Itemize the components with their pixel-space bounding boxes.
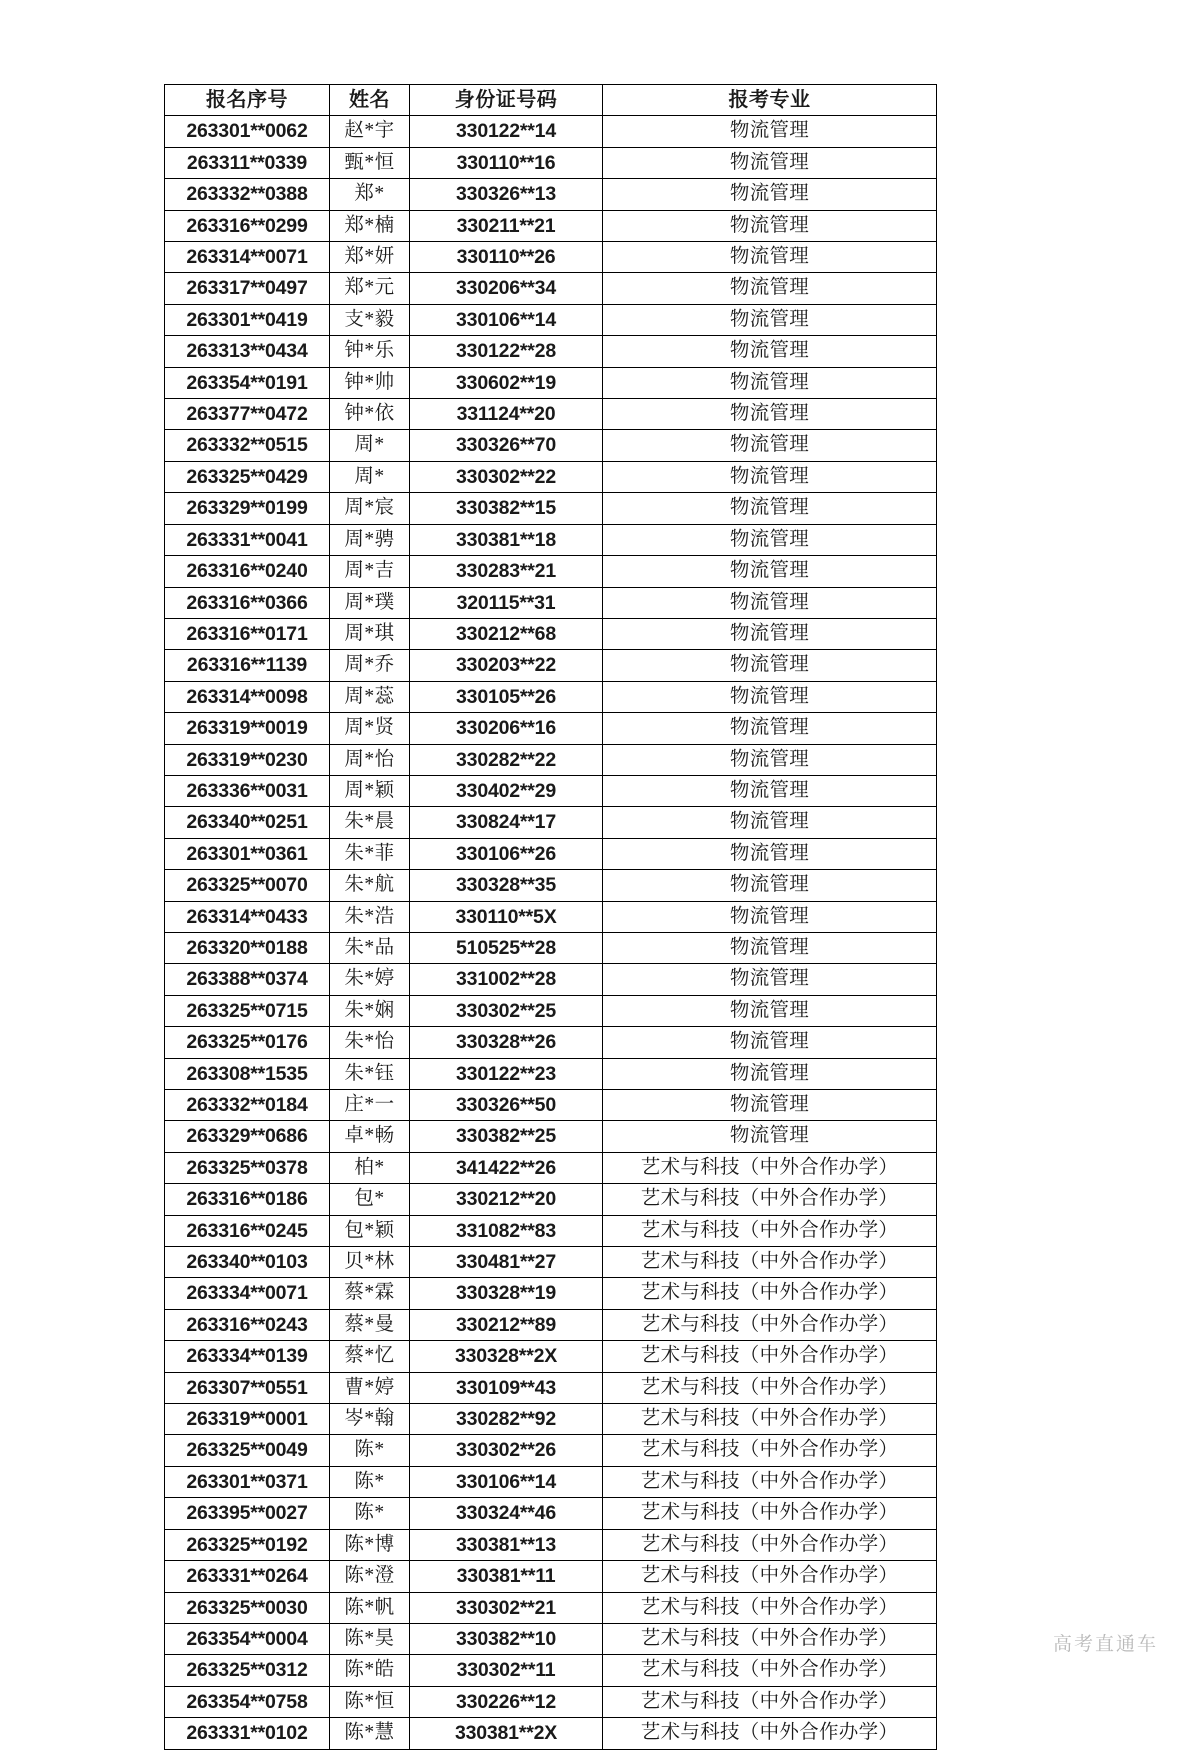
- applicant-major: 艺术与科技（中外合作办学）: [603, 1561, 937, 1592]
- applicant-id-number: 331002**28: [410, 964, 603, 995]
- applicant-id-number: 331082**83: [410, 1215, 603, 1246]
- applicant-major: 艺术与科技（中外合作办学）: [603, 1184, 937, 1215]
- applicant-major: 艺术与科技（中外合作办学）: [603, 1529, 937, 1560]
- applicant-seq: 263334**0139: [165, 1341, 330, 1372]
- applicant-name: 支*毅: [330, 304, 410, 335]
- applicant-id-number: 330206**16: [410, 713, 603, 744]
- applicant-id-number: 330283**21: [410, 556, 603, 587]
- applicant-name: 周*蕊: [330, 681, 410, 712]
- applicant-name: 郑*: [330, 179, 410, 210]
- applicant-seq: 263331**0264: [165, 1561, 330, 1592]
- applicant-seq: 263301**0371: [165, 1466, 330, 1497]
- applicant-major: 艺术与科技（中外合作办学）: [603, 1466, 937, 1497]
- applicant-seq: 263316**0171: [165, 618, 330, 649]
- table-row: [165, 399, 937, 430]
- table-row: [165, 336, 937, 367]
- applicant-seq: 263340**0251: [165, 807, 330, 838]
- applicant-name: 周*琪: [330, 618, 410, 649]
- table-row: [165, 1529, 937, 1560]
- table-row: [165, 838, 937, 869]
- applicant-seq: 263320**0188: [165, 932, 330, 963]
- table-row: [165, 681, 937, 712]
- applicant-id-number: 330122**28: [410, 336, 603, 367]
- applicant-name: 赵*宇: [330, 116, 410, 147]
- applicant-name: 郑*元: [330, 273, 410, 304]
- applicant-major: 物流管理: [603, 744, 937, 775]
- table-row: [165, 1090, 937, 1121]
- applicant-name: 庄*一: [330, 1090, 410, 1121]
- applicant-seq: 263329**0686: [165, 1121, 330, 1152]
- applicant-name: 朱*怡: [330, 1027, 410, 1058]
- applicant-major: 物流管理: [603, 650, 937, 681]
- applicant-id-number: 330106**14: [410, 1466, 603, 1497]
- applicant-name: 柏*: [330, 1152, 410, 1183]
- applicant-seq: 263316**0240: [165, 556, 330, 587]
- applicant-major: 物流管理: [603, 210, 937, 241]
- table-row: [165, 775, 937, 806]
- applicant-name: 陈*恒: [330, 1686, 410, 1717]
- table-row: [165, 493, 937, 524]
- applicant-major: 物流管理: [603, 556, 937, 587]
- applicant-major: 物流管理: [603, 461, 937, 492]
- applicant-major: 物流管理: [603, 179, 937, 210]
- applicant-seq: 263340**0103: [165, 1247, 330, 1278]
- applicant-major: 物流管理: [603, 1058, 937, 1089]
- applicant-id-number: 330381**11: [410, 1561, 603, 1592]
- applicant-major: 艺术与科技（中外合作办学）: [603, 1655, 937, 1686]
- applicant-id-number: 330481**27: [410, 1247, 603, 1278]
- applicant-major: 物流管理: [603, 901, 937, 932]
- applicant-major: 物流管理: [603, 838, 937, 869]
- applicant-name: 岑*翰: [330, 1404, 410, 1435]
- table-row: [165, 870, 937, 901]
- applicant-major: 物流管理: [603, 336, 937, 367]
- applicant-major: 物流管理: [603, 1121, 937, 1152]
- applicant-seq: 263319**0001: [165, 1404, 330, 1435]
- table-row: [165, 1152, 937, 1183]
- applicant-id-number: 330110**26: [410, 242, 603, 273]
- applicant-seq: 263316**0186: [165, 1184, 330, 1215]
- table-row: [165, 744, 937, 775]
- applicant-seq: 263325**0030: [165, 1592, 330, 1623]
- applicant-id-number: 341422**26: [410, 1152, 603, 1183]
- table-row: [165, 650, 937, 681]
- applicant-major: 物流管理: [603, 399, 937, 430]
- applicant-name: 陈*博: [330, 1529, 410, 1560]
- applicant-name: 蔡*曼: [330, 1309, 410, 1340]
- table-row: [165, 430, 937, 461]
- applicant-major: 物流管理: [603, 587, 937, 618]
- applicant-id-number: 330282**22: [410, 744, 603, 775]
- applicant-id-number: 330106**14: [410, 304, 603, 335]
- applicant-major: 艺术与科技（中外合作办学）: [603, 1404, 937, 1435]
- applicant-major: 艺术与科技（中外合作办学）: [603, 1372, 937, 1403]
- applicant-name: 周*贤: [330, 713, 410, 744]
- table-row: [165, 1498, 937, 1529]
- applicant-seq: 263388**0374: [165, 964, 330, 995]
- table-row: [165, 1435, 937, 1466]
- applicant-id-number: 330381**2X: [410, 1718, 603, 1749]
- applicant-major: 艺术与科技（中外合作办学）: [603, 1718, 937, 1749]
- applicant-id-number: 330328**35: [410, 870, 603, 901]
- table-row: [165, 1184, 937, 1215]
- applicant-id-number: 330328**26: [410, 1027, 603, 1058]
- applicant-name: 包*颖: [330, 1215, 410, 1246]
- applicant-seq: 263354**0191: [165, 367, 330, 398]
- table-row: [165, 1247, 937, 1278]
- applicant-id-number: 330282**92: [410, 1404, 603, 1435]
- column-header-major: 报考专业: [603, 85, 937, 116]
- table-row: [165, 1466, 937, 1497]
- applicant-major: 物流管理: [603, 116, 937, 147]
- table-row: [165, 1121, 937, 1152]
- applicant-roster-table: [164, 84, 937, 1750]
- applicant-id-number: 330203**22: [410, 650, 603, 681]
- applicant-id-number: 330211**21: [410, 210, 603, 241]
- applicant-major: 物流管理: [603, 681, 937, 712]
- applicant-major: 物流管理: [603, 1027, 937, 1058]
- table-row: [165, 1686, 937, 1717]
- table-row: [165, 461, 937, 492]
- applicant-id-number: 331124**20: [410, 399, 603, 430]
- applicant-seq: 263332**0515: [165, 430, 330, 461]
- applicant-id-number: 320115**31: [410, 587, 603, 618]
- applicant-seq: 263329**0199: [165, 493, 330, 524]
- applicant-id-number: 330302**21: [410, 1592, 603, 1623]
- applicant-seq: 263336**0031: [165, 775, 330, 806]
- applicant-name: 陈*: [330, 1498, 410, 1529]
- table-row: [165, 179, 937, 210]
- column-header-seq: 报名序号: [165, 85, 330, 116]
- applicant-major: 艺术与科技（中外合作办学）: [603, 1215, 937, 1246]
- applicant-name: 周*璞: [330, 587, 410, 618]
- applicant-major: 艺术与科技（中外合作办学）: [603, 1341, 937, 1372]
- applicant-major: 物流管理: [603, 524, 937, 555]
- applicant-major: 物流管理: [603, 430, 937, 461]
- applicant-major: 艺术与科技（中外合作办学）: [603, 1623, 937, 1654]
- applicant-id-number: 330381**18: [410, 524, 603, 555]
- applicant-seq: 263311**0339: [165, 147, 330, 178]
- applicant-name: 甄*恒: [330, 147, 410, 178]
- table-row: [165, 1623, 937, 1654]
- applicant-id-number: 330328**19: [410, 1278, 603, 1309]
- table-row: [165, 116, 937, 147]
- applicant-seq: 263332**0388: [165, 179, 330, 210]
- table-row: [165, 1592, 937, 1623]
- table-row: [165, 367, 937, 398]
- table-row: [165, 618, 937, 649]
- table-row: [165, 556, 937, 587]
- applicant-id-number: 330302**22: [410, 461, 603, 492]
- applicant-name: 陈*澄: [330, 1561, 410, 1592]
- applicant-name: 朱*航: [330, 870, 410, 901]
- applicant-seq: 263325**0312: [165, 1655, 330, 1686]
- applicant-name: 钟*乐: [330, 336, 410, 367]
- table-row: [165, 273, 937, 304]
- applicant-name: 朱*品: [330, 932, 410, 963]
- applicant-name: 周*颖: [330, 775, 410, 806]
- applicant-seq: 263354**0758: [165, 1686, 330, 1717]
- applicant-id-number: 330226**12: [410, 1686, 603, 1717]
- applicant-seq: 263331**0041: [165, 524, 330, 555]
- applicant-major: 艺术与科技（中外合作办学）: [603, 1247, 937, 1278]
- applicant-major: 物流管理: [603, 775, 937, 806]
- applicant-name: 包*: [330, 1184, 410, 1215]
- applicant-seq: 263307**0551: [165, 1372, 330, 1403]
- applicant-id-number: 330381**13: [410, 1529, 603, 1560]
- applicant-name: 朱*浩: [330, 901, 410, 932]
- applicant-name: 蔡*霖: [330, 1278, 410, 1309]
- applicant-seq: 263317**0497: [165, 273, 330, 304]
- applicant-seq: 263308**1535: [165, 1058, 330, 1089]
- applicant-id-number: 330324**46: [410, 1498, 603, 1529]
- applicant-name: 周*骋: [330, 524, 410, 555]
- applicant-id-number: 330382**10: [410, 1623, 603, 1654]
- applicant-id-number: 330326**13: [410, 179, 603, 210]
- applicant-major: 物流管理: [603, 995, 937, 1026]
- table-row: [165, 1309, 937, 1340]
- applicant-major: 物流管理: [603, 273, 937, 304]
- table-row: [165, 1215, 937, 1246]
- applicant-seq: 263377**0472: [165, 399, 330, 430]
- applicant-name: 蔡*忆: [330, 1341, 410, 1372]
- applicant-id-number: 510525**28: [410, 932, 603, 963]
- applicant-major: 艺术与科技（中外合作办学）: [603, 1498, 937, 1529]
- applicant-major: 物流管理: [603, 304, 937, 335]
- table-row: [165, 210, 937, 241]
- table-row: [165, 242, 937, 273]
- applicant-name: 陈*皓: [330, 1655, 410, 1686]
- applicant-seq: 263325**0176: [165, 1027, 330, 1058]
- applicant-id-number: 330382**25: [410, 1121, 603, 1152]
- applicant-major: 物流管理: [603, 964, 937, 995]
- watermark: 高考直通车: [1052, 1634, 1158, 1655]
- applicant-name: 陈*: [330, 1466, 410, 1497]
- applicant-id-number: 330122**14: [410, 116, 603, 147]
- applicant-name: 卓*畅: [330, 1121, 410, 1152]
- applicant-seq: 263313**0434: [165, 336, 330, 367]
- applicant-major: 物流管理: [603, 870, 937, 901]
- applicant-seq: 263319**0230: [165, 744, 330, 775]
- applicant-seq: 263325**0192: [165, 1529, 330, 1560]
- column-header-idno: 身份证号码: [410, 85, 603, 116]
- applicant-id-number: 330106**26: [410, 838, 603, 869]
- applicant-seq: 263316**0245: [165, 1215, 330, 1246]
- applicant-name: 周*: [330, 430, 410, 461]
- table-row: [165, 524, 937, 555]
- applicant-seq: 263325**0715: [165, 995, 330, 1026]
- applicant-major: 艺术与科技（中外合作办学）: [603, 1592, 937, 1623]
- applicant-seq: 263314**0071: [165, 242, 330, 273]
- applicant-id-number: 330212**20: [410, 1184, 603, 1215]
- table-row: [165, 713, 937, 744]
- table-row: [165, 304, 937, 335]
- table-row: [165, 587, 937, 618]
- applicant-seq: 263334**0071: [165, 1278, 330, 1309]
- applicant-major: 物流管理: [603, 242, 937, 273]
- table-row: [165, 807, 937, 838]
- applicant-name: 曹*婷: [330, 1372, 410, 1403]
- applicant-name: 钟*依: [330, 399, 410, 430]
- applicant-name: 陈*帆: [330, 1592, 410, 1623]
- applicant-major: 艺术与科技（中外合作办学）: [603, 1435, 937, 1466]
- applicant-id-number: 330110**5X: [410, 901, 603, 932]
- applicant-seq: 263354**0004: [165, 1623, 330, 1654]
- applicant-seq: 263316**0299: [165, 210, 330, 241]
- applicant-major: 艺术与科技（中外合作办学）: [603, 1686, 937, 1717]
- applicant-name: 周*宸: [330, 493, 410, 524]
- table-row: [165, 1718, 937, 1749]
- applicant-name: 朱*菲: [330, 838, 410, 869]
- table-header-row: [165, 85, 937, 116]
- applicant-major: 物流管理: [603, 618, 937, 649]
- applicant-id-number: 330602**19: [410, 367, 603, 398]
- applicant-name: 郑*妍: [330, 242, 410, 273]
- applicant-name: 周*吉: [330, 556, 410, 587]
- applicant-seq: 263316**0243: [165, 1309, 330, 1340]
- applicant-seq: 263314**0098: [165, 681, 330, 712]
- applicant-name: 朱*钰: [330, 1058, 410, 1089]
- applicant-name: 陈*: [330, 1435, 410, 1466]
- applicant-seq: 263395**0027: [165, 1498, 330, 1529]
- applicant-id-number: 330105**26: [410, 681, 603, 712]
- table-row: [165, 901, 937, 932]
- applicant-major: 物流管理: [603, 807, 937, 838]
- applicant-name: 朱*晨: [330, 807, 410, 838]
- applicant-seq: 263314**0433: [165, 901, 330, 932]
- applicant-seq: 263325**0049: [165, 1435, 330, 1466]
- applicant-seq: 263331**0102: [165, 1718, 330, 1749]
- applicant-major: 物流管理: [603, 1090, 937, 1121]
- table-row: [165, 1655, 937, 1686]
- table-row: [165, 932, 937, 963]
- column-header-name: 姓名: [330, 85, 410, 116]
- applicant-id-number: 330382**15: [410, 493, 603, 524]
- applicant-id-number: 330328**2X: [410, 1341, 603, 1372]
- applicant-name: 周*: [330, 461, 410, 492]
- applicant-seq: 263301**0361: [165, 838, 330, 869]
- applicant-id-number: 330302**11: [410, 1655, 603, 1686]
- applicant-id-number: 330302**26: [410, 1435, 603, 1466]
- applicant-name: 陈*昊: [330, 1623, 410, 1654]
- applicant-major: 物流管理: [603, 713, 937, 744]
- applicant-name: 陈*慧: [330, 1718, 410, 1749]
- roster-table-container: [164, 84, 936, 1750]
- applicant-name: 钟*帅: [330, 367, 410, 398]
- applicant-seq: 263301**0062: [165, 116, 330, 147]
- applicant-name: 周*怡: [330, 744, 410, 775]
- applicant-id-number: 330212**89: [410, 1309, 603, 1340]
- applicant-major: 艺术与科技（中外合作办学）: [603, 1152, 937, 1183]
- table-body: [165, 116, 937, 1749]
- applicant-id-number: 330326**70: [410, 430, 603, 461]
- applicant-major: 物流管理: [603, 493, 937, 524]
- table-row: [165, 1058, 937, 1089]
- table-row: [165, 1561, 937, 1592]
- applicant-id-number: 330206**34: [410, 273, 603, 304]
- table-row: [165, 964, 937, 995]
- applicant-seq: 263319**0019: [165, 713, 330, 744]
- applicant-name: 朱*婷: [330, 964, 410, 995]
- table-row: [165, 1341, 937, 1372]
- applicant-name: 朱*娴: [330, 995, 410, 1026]
- applicant-id-number: 330110**16: [410, 147, 603, 178]
- table-row: [165, 1404, 937, 1435]
- table-row: [165, 995, 937, 1026]
- applicant-seq: 263325**0429: [165, 461, 330, 492]
- table-row: [165, 147, 937, 178]
- applicant-seq: 263325**0070: [165, 870, 330, 901]
- applicant-major: 物流管理: [603, 367, 937, 398]
- applicant-seq: 263332**0184: [165, 1090, 330, 1121]
- applicant-seq: 263325**0378: [165, 1152, 330, 1183]
- applicant-id-number: 330122**23: [410, 1058, 603, 1089]
- applicant-id-number: 330109**43: [410, 1372, 603, 1403]
- applicant-id-number: 330326**50: [410, 1090, 603, 1121]
- applicant-id-number: 330302**25: [410, 995, 603, 1026]
- table-row: [165, 1027, 937, 1058]
- applicant-id-number: 330824**17: [410, 807, 603, 838]
- applicant-major: 物流管理: [603, 147, 937, 178]
- applicant-major: 艺术与科技（中外合作办学）: [603, 1278, 937, 1309]
- applicant-name: 贝*林: [330, 1247, 410, 1278]
- applicant-major: 物流管理: [603, 932, 937, 963]
- applicant-major: 艺术与科技（中外合作办学）: [603, 1309, 937, 1340]
- applicant-id-number: 330212**68: [410, 618, 603, 649]
- table-header: [165, 85, 937, 116]
- applicant-name: 郑*楠: [330, 210, 410, 241]
- applicant-seq: 263301**0419: [165, 304, 330, 335]
- applicant-id-number: 330402**29: [410, 775, 603, 806]
- table-row: [165, 1372, 937, 1403]
- applicant-seq: 263316**1139: [165, 650, 330, 681]
- applicant-seq: 263316**0366: [165, 587, 330, 618]
- applicant-name: 周*乔: [330, 650, 410, 681]
- table-row: [165, 1278, 937, 1309]
